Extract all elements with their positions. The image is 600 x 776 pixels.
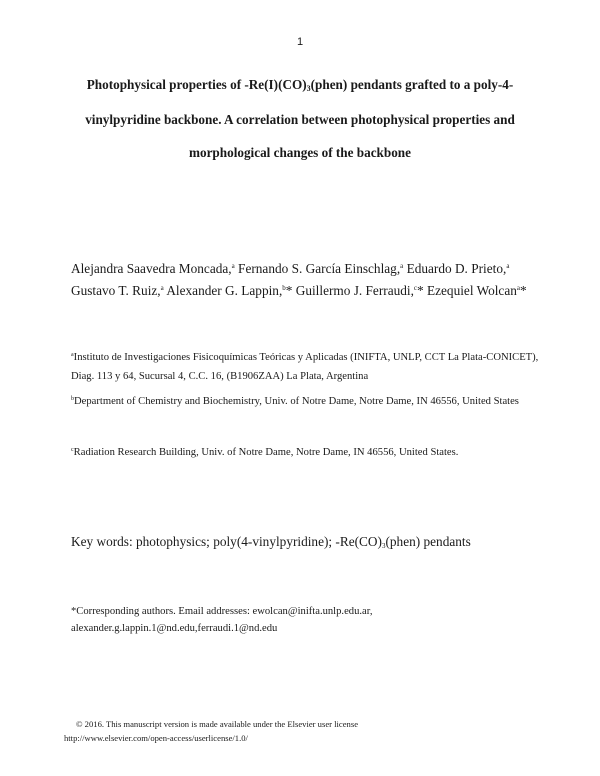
affiliation-a-text: Instituto de Investigaciones Fisicoquímicas Teóricas y Aplicadas (INIFTA, UNLP, CCT La Plata-CONICET), Diag. 113 y 64, Sucursal 4, C.C. 16, (B1906ZAA) La Plata, Argentina [71,352,539,382]
affiliation-b-text: Department of Chemistry and Biochemistry, Univ. of Notre Dame, Notre Dame, IN 46556, United States [74,396,519,407]
title-part-2: (phen) pendants grafted to a poly-4-vinylpyridine backbone. A correlation between photophysical properties and morphological changes of the backbone [85,77,515,160]
author-7: * Ezequiel Wolcan [417,283,517,298]
title-subscript: 3 [306,84,311,93]
affiliation-c-text: Radiation Research Building, Univ. of Notre Dame, Notre Dame, IN 46556, United States. [73,447,459,458]
author-4: Gustavo T. Ruiz, [71,283,161,298]
page-number: 1 [296,36,304,48]
author-1: Alejandra Saavedra Moncada, [71,261,232,276]
corresponding-authors: *Corresponding authors. Email addresses: ewolcan@inifta.unlp.edu.ar, alexander.g.lappin.1@nd.edu,ferraudi.1@nd.edu [71,606,373,634]
title-part-1: Photophysical properties of -Re(I)(CO) [86,77,307,92]
author-4-affiliation: a [160,284,164,292]
affiliation-a [71,349,541,385]
license-footer [64,717,544,745]
author-2: Fernando S. García Einschlag, [234,261,401,276]
author-5: Alexander G. Lappin, [163,283,283,298]
author-6: * Guillermo J. Ferraudi, [285,283,414,298]
affiliation-b [71,393,541,412]
paper-title [70,68,530,169]
author-list [71,259,541,303]
affiliation-c-mark: c [71,447,74,453]
author-6-affiliation: c [413,284,418,292]
license-url[interactable]: http://www.elsevier.com/open-access/userlicense/1.0/ [64,733,248,743]
author-3: Eduardo D. Prieto, [403,261,507,276]
keywords-part-2: (phen) pendants [385,534,471,549]
author-3-affiliation: a [506,262,510,270]
author-5-affiliation: b [282,284,286,292]
author-1-affiliation: a [231,262,235,270]
keywords-subscript: 3 [381,542,386,550]
affiliation-b-mark: b [71,396,74,402]
author-7-affiliation: a [516,284,520,292]
author-7-corresponding-mark: * [520,283,527,298]
license-notice: © 2016. This manuscript version is made available under the Elsevier user license [76,719,359,729]
keywords-part-1: Key words: photophysics; poly(4-vinylpyridine); -Re(CO) [71,534,382,549]
affiliation-c [71,444,541,463]
affiliation-a-mark: a [71,352,74,358]
keywords [71,533,541,553]
author-2-affiliation: a [400,262,404,270]
